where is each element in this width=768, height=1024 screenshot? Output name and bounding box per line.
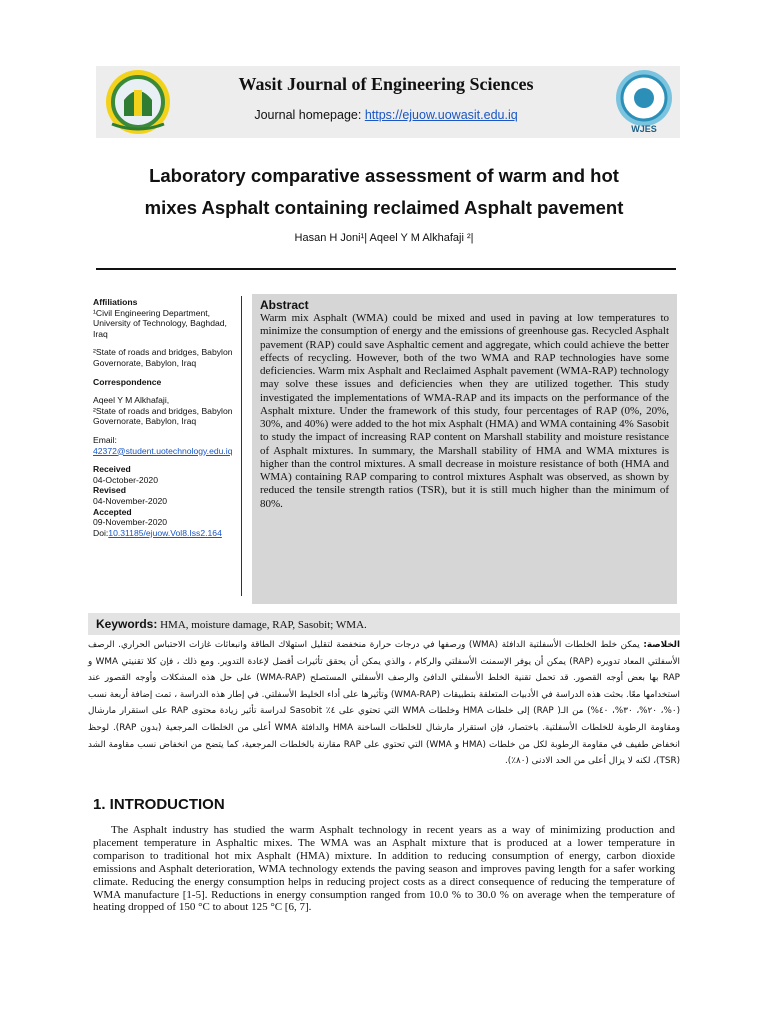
arabic-abstract-label: الخلاصة: (643, 640, 681, 650)
homepage-link[interactable]: https://ejuow.uowasit.edu.iq (364, 108, 518, 122)
arabic-abstract-text: يمكن خلط الخلطات الأسفلتية الدافئة (WMA) ورصفها في درجات حرارة منخفضة لتقليل استهلاك الطاقة وانبعاثات غازات الاحتباس الحراري. الرصف الأسفلتي المعاد تدويره (RAP) يمكن أن يوفر الإسمنت الأسفلتي والركام ، والذي يمكن أن يحقق تأثيرات أفضل لإعادة التدوير. ومع ذلك ، فإن كلا تقنيتي WMA و RAP بها بعض أوجه القصور. قد تحمل تقنية الخلط الأسفلتي الدافئ والرصف الأسفلتي المستصلح (WMA-RAP) على حل هذه المشكلات وأوجه القصور عند استخدامها معًا. بحثت هذه الدراسة في الأدبيات المتعلقة بتطبيقات (WMA-RAP) وتأثيرها على أداء الخليط الأسفلتي. في إطار هذه الدراسة ، تمت إضافة أربعة نسب (٠%، ٢٠%، ٣٠%، ٤٠%) من الـ( RAP) إلى خلطات HMA وخلطات WMA التي تحتوي على ٤٪ Sasobit لدراسة تأثير زيادة محتوى RAP على استقرار مارشال ومقاومة الرطوبة للخلطات الأسفلتية. باختصار، فإن استقرار مارشال للخلطات الساخنة HMA والدافئة WMA أعلى من الخلطات المرجعية (بدون RAP). لوحظ انخفاض طفيف في مقاومة الرطوبة لكل من خلطات (HMA و WMA) التي تحتوي على RAP مقارنة بالخلطات المرجعية، كما يتضح من انخفاض نسب مقاومة الشد (TSR)، لكنه لا يزال أعلى من الحد الادنى (٨٠٪). (88, 640, 681, 767)
sidebar-divider (241, 296, 242, 596)
correspondence-heading: Correspondence (93, 376, 162, 387)
svg-text:WJES: WJES (631, 124, 657, 134)
doi (93, 528, 243, 539)
wjes-logo (612, 66, 676, 134)
doi-label: Doi: (93, 527, 109, 538)
accepted-label: Accepted (93, 506, 132, 517)
university-logo (100, 68, 176, 136)
received-date: 04-October-2020 (93, 474, 158, 485)
revised-label: Revised (93, 485, 126, 496)
abstract-text: Warm mix Asphalt (WMA) could be mixed and used in paving at low temperatures to minimize the consumption of energy and the emissions of greenhouse gas. Recycled Asphalt pavement (RAP) could save Asphaltic cement and aggregate, which could achieve the better effects of recycling. However, both of the two WMA and RAP technologies have some deficiencies. Warm mix Asphalt and Reclaimed Asphalt pavement (WMA-RAP) technology may solve these issues and deficiencies when they are utilized together. This study investigated the implementations of WMA-RAP and its impacts on the performance of the Asphalt mixture. Under the framework of this study, four percentages of RAP (0%, 20%, 30%, and 40%) were added to the hot mix Asphalt (HMA) and WMA containing 4% Sasobit to study the impact of increasing RAP content on Marshall stability and moisture resistance of Asphalt mixtures. In summary, the Marshall stability of HMA and WMA mixtures is higher than the control mixtures. A small decrease in moisture resistance of both (HMA and WMA) containing RAP comparing to control mixtures Asphalt was observed, as shown by reduced the tensile strength ratios (TSR), but it is still much higher than the minimum of 80%. (260, 312, 669, 510)
title-line-2: mixes Asphalt containing reclaimed Asphalt pavement (144, 197, 624, 218)
email-link[interactable]: 42372@student.uotechnology.edu.iq (93, 445, 233, 456)
affiliation-1: ¹Civil Engineering Department, University of Technology, Baghdad, Iraq (93, 307, 227, 339)
divider (96, 268, 676, 270)
introduction-heading: 1. INTRODUCTION (93, 796, 225, 813)
keywords-text: HMA, moisture damage, RAP, Sasobit; WMA. (157, 619, 367, 631)
abstract-heading: Abstract (260, 298, 309, 312)
paper-title (84, 160, 684, 224)
email-label: Email: (93, 434, 117, 445)
title-line-1: Laboratory comparative assessment of warm and hot (149, 165, 619, 186)
revised-date: 04-November-2020 (93, 495, 168, 506)
affiliation-2: ²State of roads and bridges, Babylon Governorate, Babylon, Iraq (93, 347, 233, 368)
introduction-text: The Asphalt industry has studied the warm Asphalt technology in recent years as a way of minimizing production and placement temperature in Asphaltic mixes. The WMA was an Asphalt mixture that is produced at a lower temperature in comparison to traditional hot mix Asphalt (HMA) mixture. In addition to reducing consumption of energy, carbon dioxide emissions and Asphalt deterioration, WMA technology extends the paving season and improves paving length for a safer working climate. Reducing the energy consumption helps in reducing project costs as a direct consequence of reducing the temperature of WMA manufacture [1-5]. Reductions in energy consumption ranged from 10.0 % to 30.0 % on average when the temperature of heating dropped of 150 °C to about 125 °C [6, 7]. (93, 824, 675, 914)
journal-title: Wasit Journal of Engineering Sciences (238, 74, 534, 94)
sidebar-info (93, 297, 243, 538)
authors: Hasan H Joni¹| Aqeel Y M Alkhafaji ²| (294, 232, 474, 244)
correspondence-affiliation: ²State of roads and bridges, Babylon Governorate, Babylon, Iraq (93, 405, 233, 427)
keywords-label: Keywords: (96, 617, 158, 631)
abstract-box (252, 294, 677, 604)
affiliations-heading: Affiliations (93, 297, 138, 307)
received-label: Received (93, 464, 131, 475)
doi-link[interactable]: 10.31185/ejuow.Vol8.Iss2.164 (108, 527, 222, 538)
arabic-abstract (88, 637, 680, 770)
homepage-label: Journal homepage: (254, 108, 365, 122)
keywords-bar (88, 613, 680, 635)
accepted-date: 09-November-2020 (93, 517, 168, 528)
correspondence-name: Aqeel Y M Alkhafaji, (93, 395, 170, 406)
journal-homepage (178, 108, 594, 122)
